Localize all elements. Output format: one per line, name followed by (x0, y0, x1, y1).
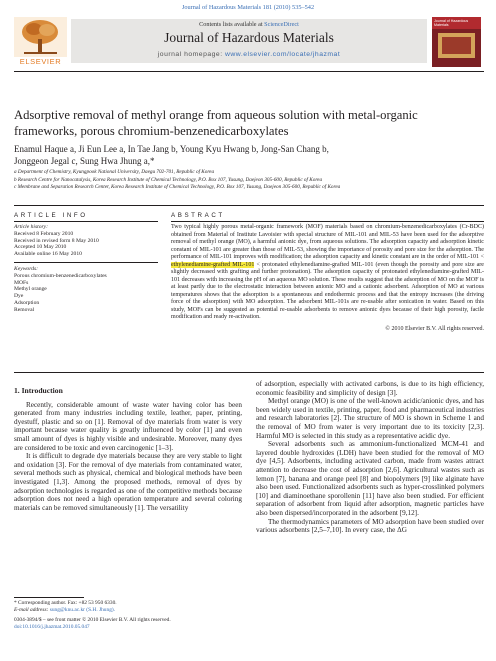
divider (171, 221, 484, 222)
journal-homepage (71, 51, 427, 58)
affiliation: c Membrane and Separation Research Center, Korea Research Institute of Chemical Technology, P.O. Box 107, Yusung, Daejeon 305-600, Republic of Korea (14, 184, 341, 191)
issn-line: 0304-3894/$ – see front matter © 2010 Elsevier B.V. All rights reserved. (14, 617, 171, 623)
contents-prefix: Contents lists available at (199, 21, 265, 28)
journal-title: Journal of Hazardous Materials (164, 30, 334, 45)
article-info-heading: ARTICLE INFO (14, 212, 88, 219)
affiliations (14, 169, 484, 192)
left-column (14, 387, 242, 512)
keyword: MOFs (14, 279, 29, 286)
elsevier-tree-logo-icon (14, 17, 67, 67)
homepage-prefix: journal homepage: (157, 51, 225, 58)
affiliation: a Department of Chemistry, Kyungpook National University, Daegu 702-701, Republic of Korea (14, 169, 215, 175)
abstract (171, 224, 484, 332)
divider (14, 205, 484, 206)
keyword: Adsorption (14, 299, 40, 306)
divider (14, 372, 484, 373)
article-info (14, 224, 158, 314)
abstract-part: < protonated ethylenediamine-grafted MIL-101 (even though the porosity and pore size are slightly decreased with grafting and further protonation). The adsorption capacity of protonated ethylenediamine-grafted MIL-101 decreases with increasing the pH of an aqueous MO solution. These results suggest that the adsorption of MO on the MOF is at least partly due to the electrostatic interaction between anionic MO and a cationic adsorbent. Adsorption of MO at various temperatures shows that the adsorption is a spontaneous and endothermic process and that the entropy increases (the driving force of the adsorption) with MO adsorption. The adsorbent MIL-101s are re-usable after sonication in water. Based on this study, MOFs can be suggested as potential re-usable adsorbents to remove anionic dyes because of their high porosity, facile modification and ready re-activation. (171, 261, 484, 320)
publisher-name: ELSEVIER (19, 57, 62, 66)
keyword: Removal (14, 306, 35, 313)
contents-list-note (71, 21, 427, 28)
paragraph: Methyl orange (MO) is one of the well-known acidic/anionic dyes, and has been widely used in textile, printing, paper, food and pharmaceutical industries and research laboratories [2]. The structure of MO is shown in Scheme 1 and the removal of MO from water is very important due to its toxicity [2,3]. Harmful MO is selected in this study as a representative acidic dye. (256, 397, 484, 440)
divider (14, 262, 158, 263)
footnote-rule (14, 597, 84, 598)
history-item: Accepted 10 May 2010 (14, 244, 67, 251)
abstract-part: Two typical highly porous metal-organic framework (MOF) materials based on chromium-benzenedicarboxylates (Cr-BDC) obtained from Material of Institute Lavoisier with special structure of MIL-101 and MIL-53 have been used for the adsorptive removal of methyl orange (MO), a harmful anionic dye, from aqueous solutions. The adsorption capacity and adsorption kinetic constant of MIL-101 are greater than those of MIL-53, showing the importance of porosity and pore size for the adsorption. The performance of MIL-101 improves with modification; the adsorption capacity and kinetic constant are in the order of MIL-101 < (171, 224, 484, 260)
cover-image-inner (442, 37, 471, 54)
history-item: Received in revised form 8 May 2010 (14, 237, 99, 244)
abstract-heading: ABSTRACT (171, 212, 225, 219)
copyright: © 2010 Elsevier B.V. All rights reserved. (385, 325, 484, 332)
issn-block (14, 617, 314, 630)
divider (14, 221, 158, 222)
highlighted-text: ethylenediamine-grafted MIL-101 (171, 261, 255, 268)
sciencedirect-link[interactable]: ScienceDirect (264, 21, 299, 28)
abstract-text (171, 224, 484, 322)
paragraph: of adsorption, especially with activated carbons, is due to its high efficiency, economic feasibility and simplicity of design [3]. (256, 380, 484, 397)
homepage-link[interactable]: www.elsevier.com/locate/jhazmat (224, 51, 341, 58)
email-label: E-mail address: (14, 606, 50, 613)
doi-link[interactable]: doi:10.1016/j.jhazmat.2010.05.047 (14, 623, 90, 630)
authors-line: Jonggeon Jegal c, Sung Hwa Jhung a,* (14, 156, 155, 166)
masthead-rule (14, 71, 484, 72)
paragraph: It is difficult to degrade dye materials because they are very stable to light and oxidation [3]. For the removal of dye materials from contaminated water, several methods such as physical, chemical and biological methods have been investigated [1,3]. Among the proposed methods, removal of dyes by adsorption technologies is regarded as one of the competitive methods because adsorption does not need a high operation temperature and several coloring materials can be removed simultaneously [1]. The versatility (14, 452, 242, 512)
paragraph: Several adsorbents such as ammonium-functionalized MCM-41 and layered double hydroxides (LDH) have been studied for the removal of MO dye [4,5]. Adsorbents, including activated carbon, made from wastes attract attention to decrease the cost of adsorption [2,6]. Agricultural wastes such as lemon [7], banana and orange peel [8] and biopolymers [9] like alginate have also been used. Functionalized adsorbents such as hyper-crosslinked polymers [10] and diaminoethane sporollenin [11] have also been studied. For efficient separation of adsorbent from liquid after adsorption, magnetic particles have also been dispersed/incorporated in the adsorbent [9,12]. (256, 440, 484, 517)
authors-line: Enamul Haque a, Ji Eun Lee a, In Tae Jang b, Young Kyu Hwang b, Jong-San Chang b, (14, 144, 329, 154)
keyword: Porous chromium-benzenedicarboxylates (14, 272, 107, 279)
history-item: Received 8 February 2010 (14, 230, 74, 237)
email-note (14, 607, 242, 614)
keyword: Methyl orange (14, 286, 47, 293)
history-label: Article history: (14, 224, 49, 230)
keywords-label: Keywords: (14, 265, 39, 272)
author-list (14, 143, 484, 167)
journal-cover-thumbnail (432, 17, 481, 67)
journal-masthead (14, 17, 481, 67)
affiliation: b Research Centre for Nanocatalysis, Korea Research Institute of Chemical Technology, P.O. Box 107, Yusung, Daejeon 305-600, Republic of Korea (14, 176, 323, 183)
email-link[interactable]: sung@knu.ac.kr (S.H. Jhung). (49, 606, 116, 613)
right-column (256, 380, 484, 535)
cover-title: Journal of Hazardous Materials (434, 19, 469, 27)
paragraph: Recently, considerable amount of waste water having color has been generated from many industries including textile, leather, paper, printing, dyestuff, plastic and so on [1]. Removal of dye materials from water is very important because water quality is greatly influenced by color [1] and even small amount of dyes is highly visible and undesirable. Moreover, many dyes are considered to be toxic and even carcinogenic [1–3]. (14, 400, 242, 452)
section-heading: 1. Introduction (14, 386, 63, 395)
paragraph: The thermodynamics parameters of MO adsorption have been studied over various adsorbents [2,5–7,10]. In every case, the ΔG (256, 517, 484, 535)
masthead-banner (71, 19, 427, 63)
corresponding-note: * Corresponding author. Fax: +82 53 950 6330. (14, 600, 117, 606)
keyword: Dye (14, 293, 24, 300)
history-item: Available online 16 May 2010 (14, 251, 82, 258)
footnotes (14, 600, 242, 613)
journal-reference: Journal of Hazardous Materials 181 (2010) 535–542 (181, 4, 315, 11)
article-title: Adsorptive removal of methyl orange from aqueous solution with metal-organic frameworks, porous chromium-benzenedicarboxylates (14, 108, 418, 138)
